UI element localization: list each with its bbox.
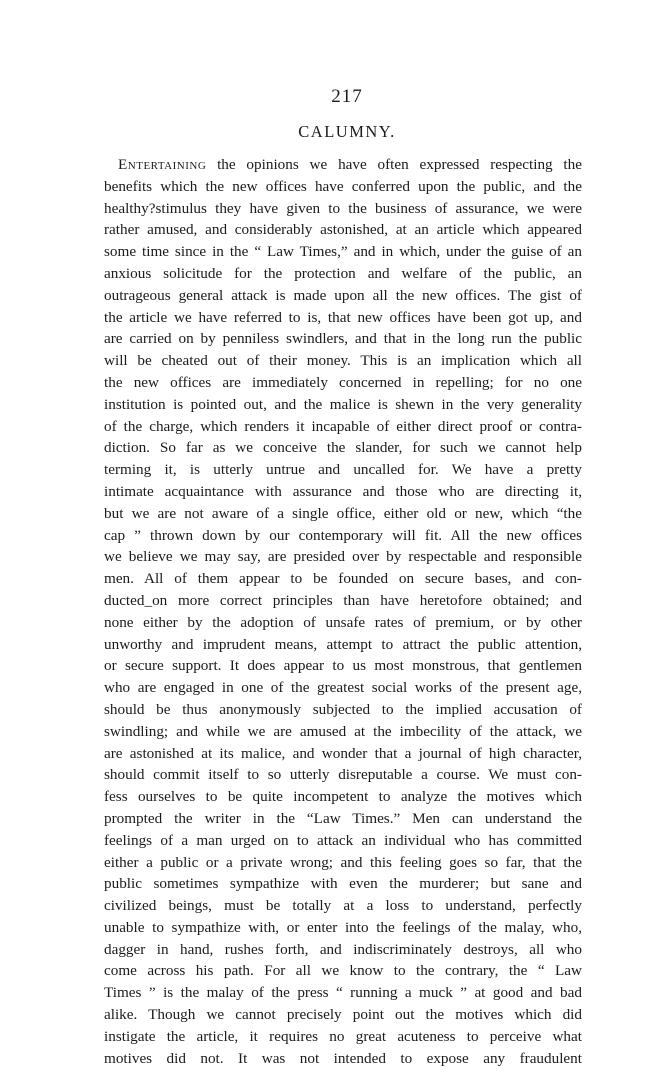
text-line bbox=[104, 307, 582, 329]
text-line-content: ducted_on more correct principles than have heretofore obtained; and bbox=[104, 591, 582, 609]
text-line bbox=[104, 1004, 582, 1026]
text-line bbox=[104, 808, 582, 830]
text-line bbox=[104, 612, 582, 634]
text-line bbox=[104, 568, 582, 590]
text-line bbox=[104, 721, 582, 743]
text-line-content: civilized beings, must be totally at a loss to understand, perfectly bbox=[104, 897, 582, 915]
text-line bbox=[104, 416, 582, 438]
text-line-content: come across his path. For all we know to the contrary, the “ Law bbox=[104, 962, 582, 980]
text-line-content: rather amused, and considerably astonished, at an article which appeared bbox=[104, 221, 582, 239]
text-line-content: diction. So far as we conceive the slander, for such we cannot help bbox=[104, 439, 582, 457]
text-line-content: healthy?stimulus they have given to the business of assurance, we were bbox=[104, 199, 582, 217]
text-line-content: either a public or a private wrong; and this feeling goes so far, that the bbox=[104, 853, 582, 871]
text-line bbox=[104, 830, 582, 852]
text-line bbox=[104, 939, 582, 961]
text-line-content: some time since in the “ Law Times,” and in which, under the guise of an bbox=[104, 243, 582, 261]
text-line bbox=[104, 503, 582, 525]
text-line bbox=[104, 590, 582, 612]
text-line-content: feelings of a man urged on to attack an individual who has committed bbox=[104, 831, 582, 849]
text-line-content: will be cheated out of their money. This is an implication which all bbox=[104, 352, 582, 370]
text-line bbox=[104, 1048, 582, 1069]
text-line-content: are astonished at its malice, and wonder that a journal of high character, bbox=[104, 744, 582, 762]
text-line bbox=[104, 372, 582, 394]
text-line-content: cap ” thrown down by our contemporary will fit. All the new offices bbox=[104, 526, 582, 544]
text-line bbox=[104, 786, 582, 808]
text-line bbox=[104, 176, 582, 198]
text-line-content: who are engaged in one of the greatest social works of the present age, bbox=[104, 679, 582, 697]
text-line-content: alike. Though we cannot precisely point out the motives which did bbox=[104, 1006, 582, 1024]
chapter-title: CALUMNY. bbox=[298, 122, 396, 141]
text-line bbox=[104, 437, 582, 459]
text-line bbox=[104, 285, 582, 307]
text-line bbox=[104, 677, 582, 699]
text-line-content: swindling; and while we are amused at the imbecility of the attack, we bbox=[104, 722, 582, 740]
text-line-content: motives did not. It was not intended to expose any fraudulent bbox=[104, 1049, 582, 1067]
text-line bbox=[104, 743, 582, 765]
text-line-content: the article we have referred to is, that new offices have been got up, and bbox=[104, 308, 582, 326]
text-line bbox=[104, 198, 582, 220]
text-line-content: should be thus anonymously subjected to the implied accusation of bbox=[104, 700, 582, 718]
page-number: 217 bbox=[331, 86, 363, 107]
text-line bbox=[104, 394, 582, 416]
text-line-content: the new offices are immediately concerned in repelling; for no one bbox=[104, 373, 582, 391]
text-line bbox=[104, 655, 582, 677]
text-line bbox=[104, 982, 582, 1004]
text-line bbox=[104, 481, 582, 503]
text-line bbox=[104, 154, 582, 176]
text-line-content: unworthy and imprudent means, attempt to attract the public attention, bbox=[104, 635, 582, 653]
text-line-content: of the charge, which renders it incapable of either direct proof or contra- bbox=[104, 417, 582, 435]
text-line-content: dagger in hand, rushes forth, and indiscriminately destroys, all who bbox=[104, 940, 582, 958]
text-line-content: terming it, is utterly untrue and uncalled for. We have a pretty bbox=[104, 461, 582, 479]
text-line bbox=[104, 699, 582, 721]
opening-word: Entertaining bbox=[118, 156, 207, 173]
text-line bbox=[104, 328, 582, 350]
text-line bbox=[104, 263, 582, 285]
text-line-content: the opinions we have often expressed respecting the bbox=[206, 156, 582, 173]
text-line bbox=[104, 634, 582, 656]
text-line bbox=[104, 764, 582, 786]
text-line bbox=[104, 241, 582, 263]
text-line bbox=[104, 546, 582, 568]
text-line-content: instigate the article, it requires no great acuteness to perceive what bbox=[104, 1027, 582, 1045]
text-line bbox=[104, 852, 582, 874]
text-line-content: public sometimes sympathize with even the murderer; but sane and bbox=[104, 875, 582, 893]
text-line-content: but we are not aware of a single office, either old or new, which “the bbox=[104, 504, 582, 522]
text-line-content: anxious solicitude for the protection and welfare of the public, an bbox=[104, 264, 582, 282]
body-text bbox=[104, 154, 582, 1069]
text-line-content: benefits which the new offices have conferred upon the public, and the bbox=[104, 177, 582, 195]
text-line-content: unable to sympathize with, or enter into the feelings of the malay, who, bbox=[104, 918, 582, 936]
text-line-content: Times ” is the malay of the press “ running a muck ” at good and bad bbox=[104, 984, 582, 1002]
text-line-content: are carried on by penniless swindlers, and that in the long run the public bbox=[104, 330, 582, 348]
text-line-content: intimate acquaintance with assurance and those who are directing it, bbox=[104, 482, 582, 500]
text-line-content: outrageous general attack is made upon all the new offices. The gist of bbox=[104, 286, 582, 304]
text-line-content: men. All of them appear to be founded on secure bases, and con- bbox=[104, 570, 582, 588]
text-line-content: prompted the writer in the “Law Times.” Men can understand the bbox=[104, 809, 582, 827]
text-line bbox=[104, 219, 582, 241]
text-line-content: should commit itself to so utterly disreputable a course. We must con- bbox=[104, 766, 582, 784]
text-line bbox=[104, 895, 582, 917]
text-line-content: we believe we may say, are presided over by respectable and responsible bbox=[104, 548, 582, 566]
text-line-content: none either by the adoption of unsafe rates of premium, or by other bbox=[104, 613, 582, 631]
text-line bbox=[104, 960, 582, 982]
text-line bbox=[104, 350, 582, 372]
text-line bbox=[104, 525, 582, 547]
text-line bbox=[104, 459, 582, 481]
text-line-content: fess ourselves to be quite incompetent to analyze the motives which bbox=[104, 788, 582, 806]
text-line bbox=[104, 873, 582, 895]
text-line bbox=[104, 917, 582, 939]
text-line-content: or secure support. It does appear to us most monstrous, that gentlemen bbox=[104, 657, 582, 675]
text-line bbox=[104, 1026, 582, 1048]
text-line-content: institution is pointed out, and the malice is shewn in the very generality bbox=[104, 395, 582, 413]
